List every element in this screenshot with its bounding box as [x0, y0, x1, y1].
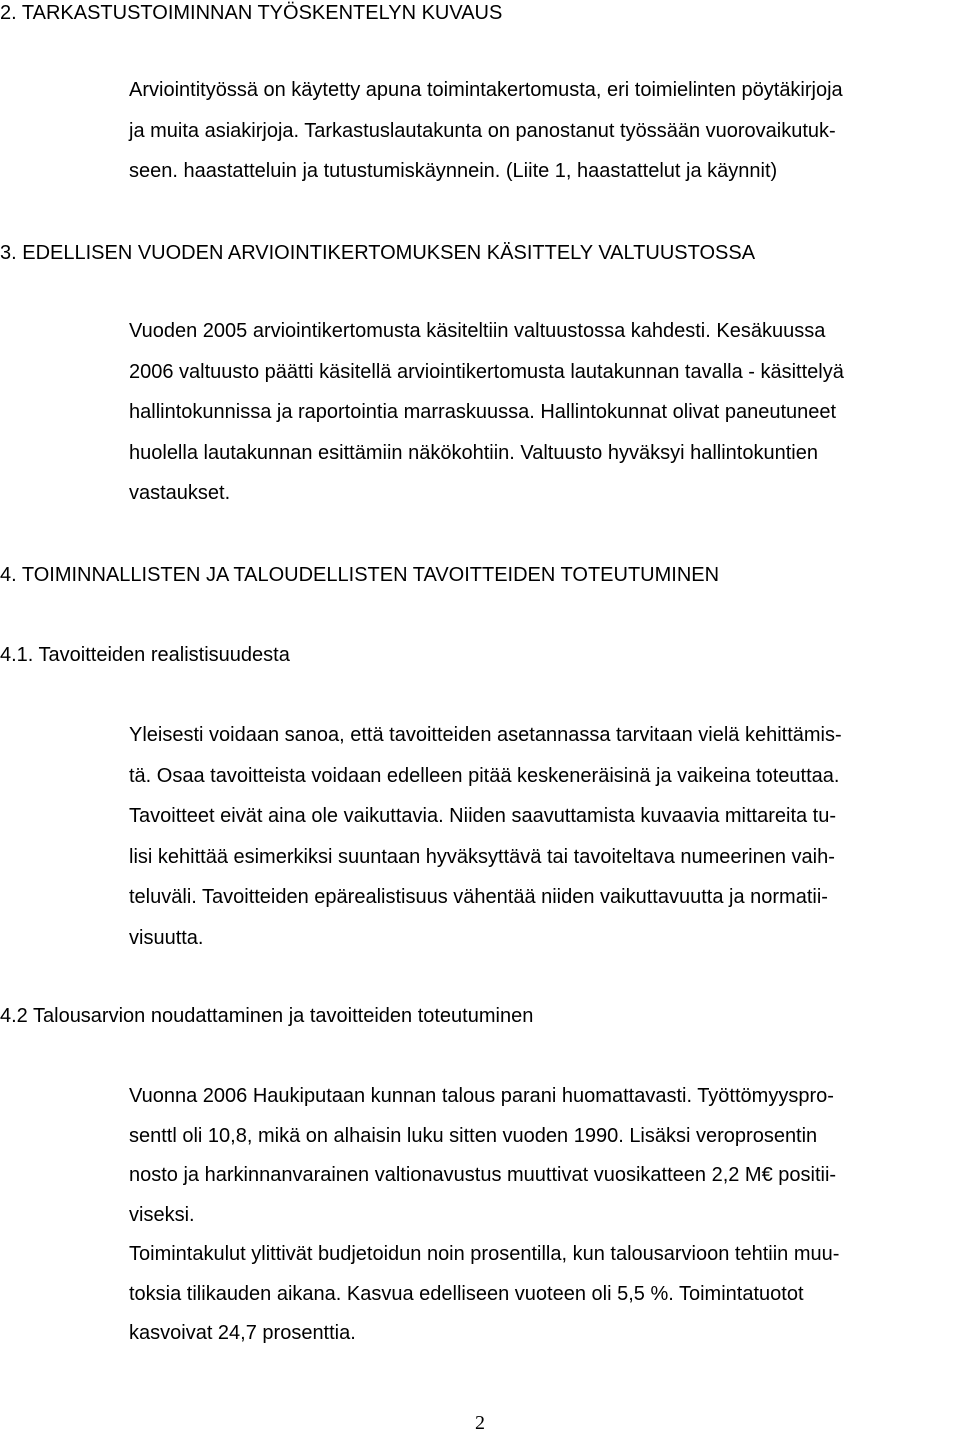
paragraph-line: Yleisesti voidaan sanoa, että tavoitteiden asetannassa tarvitaan vielä kehittämis- [129, 724, 842, 746]
paragraph-line: teluväli. Tavoitteiden epärealistisuus vähentää niiden vaikuttavuutta ja normatii- [129, 886, 828, 908]
paragraph-line: toksia tilikauden aikana. Kasvua edelliseen vuoteen oli 5,5 %. Toimintatuotot [129, 1282, 804, 1305]
page-number: 2 [475, 1412, 485, 1434]
paragraph-line: hallintokunnissa ja raportointia marraskuussa. Hallintokunnat olivat paneutuneet [129, 401, 837, 423]
paragraph-line: tä. Osaa tavoitteista voidaan edelleen pitää keskeneräisinä ja vaikeina toteuttaa. [129, 764, 840, 787]
section-4-1-heading: 4.1. Tavoitteiden realistisuudesta [0, 644, 290, 666]
paragraph-line: Toimintakulut ylittivät budjetoidun noin prosentilla, kun talousarvioon tehtiin muu- [129, 1243, 840, 1265]
paragraph-line: Vuonna 2006 Haukiputaan kunnan talous parani huomattavasti. Työttömyyspro- [129, 1085, 834, 1107]
section-3-heading: 3. EDELLISEN VUODEN ARVIOINTIKERTOMUKSEN KÄSITTELY VALTUUSTOSSA [0, 242, 756, 264]
section-4-2-paragraph [129, 1083, 960, 1360]
paragraph-line: Vuoden 2005 arviointikertomusta käsiteltiin valtuustossa kahdesti. Kesäkuussa [129, 320, 826, 342]
paragraph-line: Arviointityössä on käytetty apuna toimintakertomusta, eri toimielinten pöytäkirjoja [129, 79, 843, 101]
section-4-1-paragraph [129, 722, 960, 965]
section-2-paragraph [129, 77, 960, 199]
section-2-heading: 2. TARKASTUSTOIMINNAN TYÖSKENTELYN KUVAUS [0, 2, 503, 24]
paragraph-line: visuutta. [129, 926, 204, 949]
paragraph-line: nosto ja harkinnanvarainen valtionavustus muuttivat vuosikatteen 2,2 M€ positii- [129, 1164, 837, 1186]
paragraph-line: ja muita asiakirjoja. Tarkastuslautakunta on panostanut työssään vuorovaikutuk- [129, 119, 836, 142]
section-4-2-heading: 4.2 Talousarvion noudattaminen ja tavoitteiden toteutuminen [0, 1005, 534, 1027]
paragraph-line: senttl oli 10,8, mikä on alhaisin luku sitten vuoden 1990. Lisäksi veroprosentin [129, 1124, 818, 1147]
paragraph-line: huolella lautakunnan esittämiin näkökohtiin. Valtuusto hyväksyi hallintokuntien [129, 441, 818, 464]
paragraph-line: 2006 valtuusto päätti käsitellä arviointikertomusta lautakunnan tavalla - käsittelyä [129, 360, 844, 383]
section-4-heading: 4. TOIMINNALLISTEN JA TALOUDELLISTEN TAVOITTEIDEN TOTEUTUMINEN [0, 564, 720, 586]
section-3-paragraph [129, 318, 960, 521]
paragraph-line: seen. haastatteluin ja tutustumiskäynnein. (Liite 1, haastattelut ja käynnit) [129, 160, 778, 182]
paragraph-line: vastaukset. [129, 482, 231, 504]
paragraph-line: viseksi. [129, 1203, 195, 1226]
paragraph-line: Tavoitteet eivät aina ole vaikuttavia. Niiden saavuttamista kuvaavia mittareita tu- [129, 805, 837, 827]
paragraph-line: kasvoivat 24,7 prosenttia. [129, 1322, 356, 1344]
paragraph-line: lisi kehittää esimerkiksi suuntaan hyväksyttävä tai tavoiteltava numeerinen vaih- [129, 845, 835, 868]
